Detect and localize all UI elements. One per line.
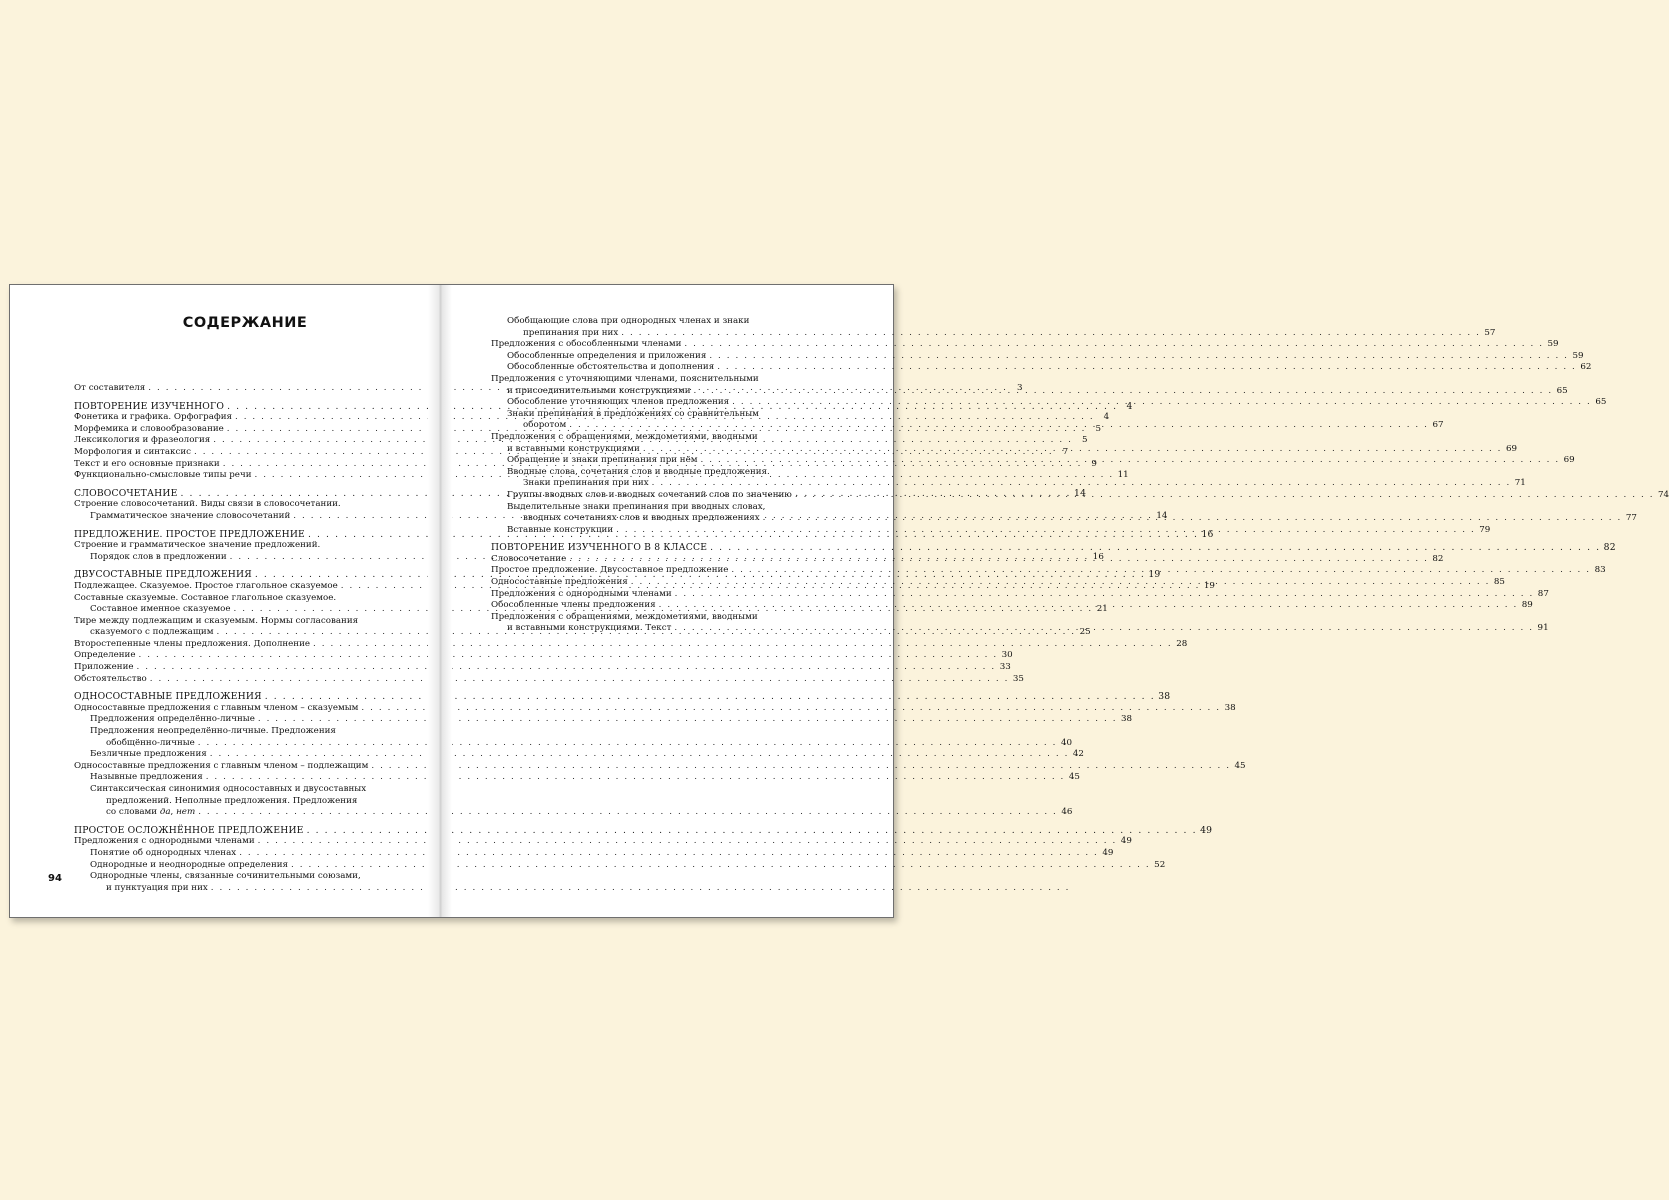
toc-leader-dots (652, 478, 1511, 490)
toc-entry-title: Текст и его основные признаки (74, 458, 220, 469)
toc-entry-title: Предложения с однородными членами (491, 588, 672, 599)
toc-entry (74, 616, 412, 628)
toc-entry (491, 339, 1559, 351)
toc-entry-title: сказуемого с подлежащим (90, 627, 214, 638)
toc-page-number: 28 (1176, 638, 1188, 649)
toc-entry-title: Составное именное сказуемое (90, 604, 231, 615)
toc-entry-title: вводных сочетаниях слов и вводных предложениях (523, 513, 760, 524)
toc-page-number: 89 (1521, 600, 1533, 611)
toc-entry-title: Однородные члены, связанные сочинительными союзами, (90, 871, 361, 882)
toc-page-number: 25 (1079, 627, 1091, 638)
page-title: СОДЕРЖАНИЕ (182, 315, 308, 331)
toc-entry-title: Предложения неопределённо-личные. Предложения (90, 726, 336, 737)
toc-entry (491, 397, 1607, 409)
toc-entry (74, 760, 1246, 773)
toc-section-heading (74, 691, 1171, 703)
toc-entry-title: Вводные слова, сочетания слов и вводные предложения. (507, 466, 770, 477)
toc-entry (74, 650, 1013, 662)
toc-page-number: 65 (1556, 385, 1568, 396)
toc-entry-title: Вставные конструкции (507, 524, 614, 535)
toc-entry (74, 540, 412, 552)
toc-entry-title: Односоставные предложения (491, 577, 628, 588)
toc-entry-title: Тире между подлежащим и сказуемым. Нормы согласования (74, 615, 359, 626)
toc-entry-title: Группы вводных слов и вводных сочетаний слов по значению (507, 489, 792, 500)
toc-entry (74, 726, 412, 738)
toc-page-number: 3 (1016, 383, 1023, 393)
toc-entry (74, 702, 1236, 715)
toc-entry-title: Односоставные предложения с главным членом – подлежащим (74, 760, 369, 771)
toc-page-number: 19 (1148, 569, 1161, 581)
book-spread (9, 284, 1669, 918)
toc-entry-title: оборотом (523, 420, 567, 431)
toc-entry-title: Обособленные обстоятельства и дополнения (507, 362, 715, 373)
toc-page-number: 16 (1201, 528, 1214, 540)
toc-entry-title: Порядок слов в предложении (90, 551, 227, 562)
toc-entry (491, 478, 1526, 490)
toc-entry-title: Функционально-смысловые типы речи (74, 470, 252, 481)
toc-page-number: 5 (1081, 435, 1088, 446)
toc-leader-dots (694, 386, 1553, 398)
toc-page-number: 49 (1120, 836, 1132, 847)
toc-entry (74, 871, 412, 883)
toc-page-number: 7 (1062, 446, 1069, 457)
toc-page-number: 38 (1121, 714, 1133, 725)
toc-leader-dots (569, 551, 1428, 566)
toc-entry-title: Обстоятельство (74, 673, 147, 684)
toc-entry-title: Обособление уточняющих членов предложения (507, 397, 730, 408)
toc-leader-dots (701, 455, 1560, 467)
toc-entry-title: ПРОСТОЕ ОСЛОЖНЁННОЕ ПРЕДЛОЖЕНИЕ (74, 824, 304, 836)
toc-page-number: 87 (1537, 588, 1549, 599)
toc-entry-title: и присоединительными конструкциями (507, 385, 691, 396)
toc-page-number: 5 (1095, 423, 1102, 434)
toc-entry-title: Определение (74, 650, 136, 661)
toc-page-number: 40 (1060, 737, 1073, 748)
toc-entry-title: Однородные и неоднородные определения (90, 859, 289, 870)
toc-page-number: 67 (1432, 420, 1444, 431)
toc-entry (491, 385, 1568, 398)
toc-page-number: 38 (1158, 691, 1171, 703)
toc-entry-title: Предложения с обособленными членами (491, 339, 682, 350)
toc-page-number: 82 (1432, 553, 1444, 564)
toc-page-number: 4 (1126, 400, 1133, 412)
toc-section-heading (74, 824, 1213, 837)
toc-entry (491, 467, 822, 479)
toc-page-number: 83 (1594, 565, 1606, 576)
toc-page-number: 14 (1156, 510, 1168, 521)
toc-entry (74, 662, 1011, 674)
toc-entry (74, 836, 1132, 848)
toc-entry-title: Обращение и знаки препинания при нём (507, 455, 698, 466)
toc-page-number: 19 (1203, 580, 1215, 591)
toc-leader-dots (621, 328, 1480, 340)
toc-entry (74, 737, 1073, 750)
toc-entry-title: Безличные предложения (90, 749, 207, 760)
toc-page-number: 79 (1479, 524, 1491, 535)
toc-page-number: 14 (1074, 487, 1087, 499)
toc-entry (491, 612, 822, 624)
toc-leader-dots (763, 510, 1622, 525)
toc-entry-title: Лексикология и фразеология (74, 435, 211, 446)
toc-entry (491, 350, 1584, 363)
toc-entry-title: Грамматическое значение словосочетаний (90, 510, 291, 521)
toc-entry-title: Строение словосочетаний. Виды связи в словосочетании. (74, 499, 341, 510)
toc-entry-title: Обособленные члены предложения (491, 600, 656, 611)
toc-entry-title: ПРЕДЛОЖЕНИЕ. ПРОСТОЕ ПРЕДЛОЖЕНИЕ (74, 528, 305, 540)
toc-entry (74, 847, 1114, 860)
toc-page-number: 65 (1595, 397, 1607, 408)
toc-entry-title: Односоставные предложения с главным членом – сказуемым (74, 702, 359, 713)
toc-entry-title: Предложения с обращениями, междометиями, вводными (491, 431, 758, 442)
toc-entry-title: Предложения с обращениями, междометиями, вводными (491, 611, 758, 622)
toc-leader-dots (732, 397, 1591, 409)
toc-entry (74, 796, 412, 808)
toc-leader-dots (675, 589, 1534, 601)
toc-page-number: 16 (1092, 551, 1104, 562)
toc-entry (74, 859, 1166, 872)
toc-entry (491, 502, 822, 514)
toc-entry-title: СЛОВОСОЧЕТАНИЕ (74, 487, 178, 499)
toc-entry-title: Выделительные знаки препинания при вводных словах, (507, 501, 766, 512)
toc-page-number: 42 (1072, 749, 1084, 760)
toc-entry (74, 772, 1080, 784)
toc-entry-title: Строение и грамматическое значение предложений. (74, 540, 321, 551)
toc-entry-title: и вставными конструкциями. Текст (507, 623, 672, 634)
toc-entry (74, 714, 1133, 726)
toc-entry-title: Словосочетание (491, 553, 567, 564)
toc-entry-title: Синтаксическая синонимия односоставных и двусоставных (90, 784, 367, 794)
book-gutter (428, 285, 452, 917)
toc-leader-dots (709, 351, 1568, 363)
toc-entry-title: ОДНОСОСТАВНЫЕ ПРЕДЛОЖЕНИЯ (74, 691, 262, 703)
toc-entry-title: Второстепенные члены предложения. Дополнение (74, 638, 311, 649)
toc-entry-title: Морфемика и словообразование (74, 423, 224, 434)
toc-leader-dots (684, 339, 1543, 351)
toc-leader-dots (717, 362, 1576, 374)
toc-page-number: 49 (1200, 824, 1213, 836)
toc-entry-title: ПОВТОРЕНИЕ ИЗУЧЕННОГО (74, 400, 225, 412)
toc-entry-title: От составителя (74, 383, 146, 393)
toc-entry (74, 784, 412, 796)
toc-entry-title: Обобщающие слова при однородных членах и знаки (507, 316, 750, 326)
toc-entry-title: Морфология и синтаксис (74, 446, 191, 457)
toc-leader-dots (659, 600, 1518, 612)
toc-entry (491, 443, 1518, 456)
toc-entry (491, 409, 822, 421)
toc-entry (491, 327, 1496, 340)
toc-entry-title: Предложения определённо-личные (90, 714, 255, 725)
toc-entry-title: препинания при них (523, 327, 619, 338)
page-number: 94 (48, 873, 62, 884)
toc-leader-dots (569, 420, 1428, 432)
toc-page-number: 59 (1547, 339, 1559, 350)
toc-leader-dots (731, 565, 1590, 577)
toc-entry (74, 749, 1084, 761)
toc-entry-title: Простое предложение. Двусоставное предложение (491, 565, 729, 576)
toc-page-number: 45 (1068, 772, 1080, 783)
toc-page-number: 74 (1658, 489, 1669, 500)
toc-entry-title: и вставными конструкциями (507, 443, 640, 454)
toc-entry (491, 374, 822, 386)
toc-entry-title: Фонетика и графика. Орфография (74, 412, 232, 423)
toc-entry-title: обобщённо-личные (106, 737, 195, 748)
toc-page-number: 59 (1572, 350, 1584, 361)
toc-entry (74, 673, 1024, 686)
toc-page-number: 11 (1117, 470, 1129, 481)
toc-leader-dots (674, 623, 1533, 635)
toc-entry-title: предложений. Неполные предложения. Предложения (106, 795, 358, 806)
toc-page-number: 77 (1625, 513, 1637, 524)
toc-entry (491, 432, 822, 444)
toc-page-number: 69 (1563, 455, 1575, 466)
toc-page-number: 9 (1091, 458, 1097, 469)
toc-entry (74, 883, 412, 895)
toc-entry-title: Знаки препинания при них (523, 478, 649, 489)
toc-page-number: 82 (1603, 542, 1616, 554)
toc-page-number: 4 (1103, 412, 1110, 423)
toc-leader-dots (643, 444, 1502, 456)
toc-page-number: 46 (1061, 807, 1073, 818)
toc-entry (491, 420, 1444, 432)
toc-entry-title: Приложение (74, 662, 134, 673)
toc-leader-dots (710, 542, 1601, 554)
toc-entry (491, 455, 1575, 467)
toc-page-number: 21 (1096, 604, 1108, 615)
toc-leader-dots (616, 525, 1475, 537)
toc-entry (491, 362, 1592, 374)
toc-entry (74, 638, 1188, 651)
toc-entry-title: ПОВТОРЕНИЕ ИЗУЧЕННОГО В 8 КЛАССЕ (491, 542, 708, 554)
toc-leader-dots (631, 577, 1490, 589)
toc-entry (74, 593, 412, 605)
toc-page-number: 38 (1224, 702, 1236, 713)
toc-page-number: 52 (1154, 859, 1166, 870)
toc-page-number: 30 (1001, 650, 1013, 661)
toc-page-number: 49 (1102, 847, 1114, 858)
toc-page-number: 33 (999, 662, 1011, 673)
toc-entry-title: Понятие об однородных членах (90, 847, 237, 858)
toc-page-number: 57 (1484, 327, 1496, 338)
toc-entry (74, 807, 1073, 819)
toc-entry (74, 499, 412, 511)
toc-leader-dots (795, 487, 1654, 502)
toc-entry-title: Знаки препинания в предложениях со сравнительным (507, 408, 759, 419)
toc-entry-title: со словами да, нет (106, 807, 196, 818)
toc-entry-title: Обособленные определения и приложения (507, 350, 707, 361)
toc-page-number: 71 (1514, 478, 1526, 489)
toc-entry-title: Назывные предложения (90, 772, 203, 783)
toc-page-number: 69 (1505, 443, 1518, 454)
toc-entry-title: Составные сказуемые. Составное глагольное сказуемое. (74, 592, 337, 603)
toc-entry-title: и пунктуация при них (106, 882, 208, 893)
toc-entry-title: Предложения с однородными членами (74, 836, 255, 847)
toc-page-number: 85 (1493, 577, 1505, 588)
toc-entry-title: Предложения с уточняющими членами, пояснительными (491, 373, 759, 384)
toc-page-number: 91 (1537, 623, 1549, 634)
toc-page-number: 62 (1580, 362, 1592, 373)
toc-page-number: 35 (1012, 673, 1024, 684)
toc-entry (491, 316, 822, 328)
toc-page-number: 45 (1234, 760, 1246, 771)
toc-entry-title: Подлежащее. Сказуемое. Простое глагольное сказуемое (74, 580, 338, 591)
toc-section-heading (491, 542, 1616, 554)
toc-entry-title: ДВУСОСТАВНЫЕ ПРЕДЛОЖЕНИЯ (74, 569, 252, 581)
toc-entry (491, 588, 1549, 601)
